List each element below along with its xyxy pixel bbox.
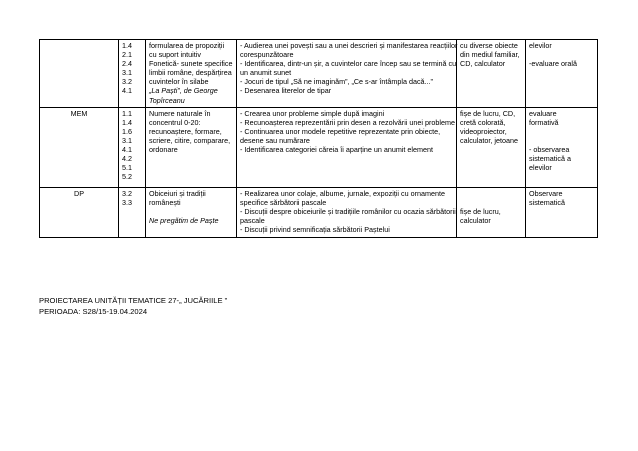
code-item: 5.2 [122,172,132,182]
table-row [40,40,598,108]
resource-line: din mediul familiar, [460,50,520,60]
content-line: Obiceiuri și tradiții [149,188,206,198]
activity-line: pascale [240,215,265,225]
resource-line: calculator, jetoane [460,135,518,145]
evaluation-line: sistematică a [529,153,571,163]
content-line: Numere naturale în [149,108,211,118]
resources-cell [457,107,526,187]
code-item: 4.2 [122,154,132,164]
activity-line: - Jocuri de tipul „Să ne imaginăm”, „Ce s-ar întâmpla dacă...” [240,77,433,87]
code-item: 5.1 [122,163,132,173]
code-item: 3.2 [122,188,132,198]
code-item: 2.1 [122,50,132,60]
code-item: 1.1 [122,108,132,118]
content-line: limbii române, despărțirea [149,68,232,78]
content-line: Ne pregătim de Paște [149,215,219,225]
activity-line: - Recunoașterea reprezentării prin desen a rezolvării unei probleme [240,117,455,127]
evaluation-line: formativă [529,117,559,127]
content-line: scriere, citire, comparare, [149,135,231,145]
activity-line: - Continuarea unor modele repetitive reprezentate prin obiecte, [240,126,441,136]
activity-line: - Discuții despre obiceiurile și tradițiile românilor cu ocazia sărbătorii [240,206,456,216]
activity-line: desene sau numărare [240,135,310,145]
code-item: 3.1 [122,68,132,78]
evaluation-line: elevilor [529,41,552,50]
activity-line: - Discuții privind semnificația sărbătorii Paștelui [240,225,390,235]
code-item: 4.1 [122,86,132,96]
evaluation-line: Observare [529,188,563,198]
evaluation-line: evaluare [529,108,557,118]
resource-line: calculator [460,215,491,225]
content-line: concentrul 0-20: [149,117,201,127]
activities-cell [237,40,457,108]
evaluation-line: elevilor [529,163,552,173]
code-item: 4.1 [122,145,132,155]
codes-cell [119,40,146,108]
area-cell: MEM [40,107,119,187]
activity-line: - Realizarea unor colaje, albume, jurnale, expoziții cu ornamente [240,188,445,198]
spacer [529,136,594,145]
unit-title: PROIECTAREA UNITĂȚII TEMATICE 27-„ JUCĂRIILE ” [39,296,228,305]
content-line: recunoaștere, formare, [149,126,222,136]
content-line: românești [149,197,181,207]
spacer [149,207,233,216]
evaluation-line: - observarea [529,144,570,154]
unit-period: PERIOADA: S28/15-19.04.2024 [39,306,148,316]
activity-line: - Identificarea categoriei căreia îi aparține un anumit element [240,145,433,155]
spacer [460,189,522,198]
code-item: 1.6 [122,126,132,136]
content-cell [146,107,237,187]
evaluation-cell [526,187,598,237]
activity-line: specifice sărbătorii pascale [240,197,327,207]
codes-cell [119,107,146,187]
evaluation-line: -evaluare orală [529,59,577,69]
code-item: 3.2 [122,77,132,87]
codes-cell [119,187,146,237]
activities-cell [237,187,457,237]
resource-line: cretă colorată, [460,117,506,127]
activities-cell [237,107,457,187]
content-cell [146,40,237,108]
code-item: 1.4 [122,41,132,50]
content-line: „La Paști”, de George [149,86,218,96]
activity-line: un anumit sunet [240,68,292,78]
code-item: 3.3 [122,197,132,207]
code-item: 1.4 [122,117,132,127]
table-body [40,40,598,238]
spacer [529,50,594,59]
lesson-plan-table [39,39,598,238]
content-line: ordonare [149,145,178,155]
resource-line: CD, calculator [460,59,506,69]
activity-line: - Identificarea, dintr-un șir, a cuvintelor care încep sau se termină cu [240,59,457,69]
evaluation-cell [526,107,598,187]
content-line: formularea de propoziții [149,41,225,50]
resource-line: cu diverse obiecte [460,41,518,50]
area-cell: DP [40,187,119,237]
resources-cell [457,187,526,237]
content-line: cu suport intuitiv [149,50,201,60]
content-line: Topîrceanu [149,95,185,105]
content-line: cuvintelor în silabe [149,77,209,87]
resources-cell [457,40,526,108]
evaluation-cell [526,40,598,108]
content-cell [146,187,237,237]
resource-line: fișe de lucru, CD, [460,108,516,118]
resource-line: fișe de lucru, [460,206,501,216]
spacer [460,198,522,207]
spacer [529,127,594,136]
table-row [40,187,598,237]
activity-line: - Audierea unei povești sau a unei descrieri și manifestarea reacțiilor [240,41,458,50]
table-row [40,107,598,187]
activity-line: corespunzătoare [240,50,294,60]
resource-line: videoproiector, [460,126,507,136]
unit-footer [39,296,227,317]
area-cell [40,40,119,108]
code-item: 3.1 [122,135,132,145]
content-line: Fonetică- sunete specifice [149,59,233,69]
evaluation-line: sistematică [529,197,565,207]
activity-line: - Crearea unor probleme simple după imagini [240,108,385,118]
activity-line: - Desenarea literelor de tipar [240,86,332,96]
code-item: 2.4 [122,59,132,69]
